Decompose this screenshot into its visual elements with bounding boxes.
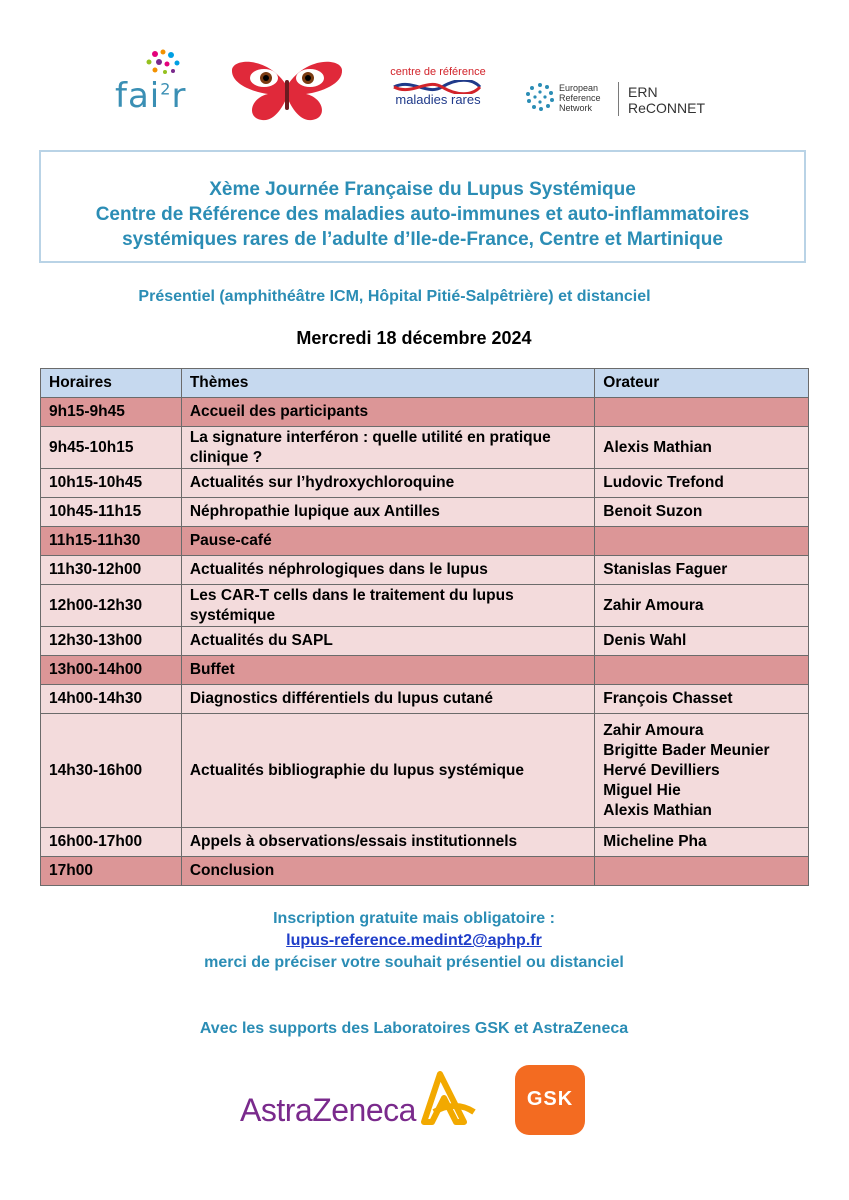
- cell-time: 14h30-16h00: [41, 714, 182, 828]
- cell-speaker: [595, 857, 809, 886]
- event-date: Mercredi 18 décembre 2024: [296, 328, 532, 348]
- table-row: [41, 714, 809, 828]
- col-header-orateur: Orateur: [595, 369, 809, 398]
- program-table: [40, 368, 809, 886]
- cell-theme: Conclusion: [181, 857, 594, 886]
- cell-speaker: Alexis Mathian: [595, 427, 809, 469]
- table-header-row: [41, 369, 809, 398]
- cell-speaker: Ludovic Trefond: [595, 469, 809, 498]
- fai2r-dots-icon: [137, 48, 207, 78]
- ern-small-1: European: [559, 83, 599, 93]
- gsk-logo: [515, 1065, 585, 1135]
- crmr-line2: maladies rares: [395, 92, 481, 107]
- table-row: [41, 469, 809, 498]
- cell-speaker: Benoit Suzon: [595, 498, 809, 527]
- cell-theme: Diagnostics différentiels du lupus cutané: [181, 685, 594, 714]
- cell-time: 17h00: [41, 857, 182, 886]
- cell-speaker: Zahir Amoura: [595, 585, 809, 627]
- cell-theme: Appels à observations/essais institutionnels: [181, 828, 594, 857]
- title-box: [39, 150, 806, 263]
- registration-email-link[interactable]: lupus-reference.medint2@aphp.fr: [286, 932, 542, 949]
- speaker-name: Zahir Amoura: [603, 721, 704, 739]
- ern-big-1: ERN: [628, 84, 658, 100]
- table-row: [41, 398, 809, 427]
- title-line3: systémiques rares de l’adulte d’Ile-de-France, Centre et Martinique: [122, 229, 723, 250]
- table-row: [41, 828, 809, 857]
- registration-block: [0, 908, 828, 974]
- ern-circle-icon: [525, 82, 555, 112]
- cell-time: 10h45-11h15: [41, 498, 182, 527]
- speaker-name: Alexis Mathian: [603, 801, 712, 819]
- ern-reconnet-logo: [525, 82, 725, 122]
- cell-time: 10h15-10h45: [41, 469, 182, 498]
- cell-theme: Actualités néphrologiques dans le lupus: [181, 556, 594, 585]
- cell-theme: Néphropathie lupique aux Antilles: [181, 498, 594, 527]
- cell-time: 12h00-12h30: [41, 585, 182, 627]
- cell-time: 11h30-12h00: [41, 556, 182, 585]
- cell-time: 13h00-14h00: [41, 656, 182, 685]
- table-row: [41, 685, 809, 714]
- ern-divider: [618, 82, 619, 116]
- table-row: [41, 527, 809, 556]
- col-header-themes: Thèmes: [181, 369, 594, 398]
- crmr-ribbon-icon: [392, 80, 482, 94]
- cell-speaker: François Chasset: [595, 685, 809, 714]
- cell-time: 11h15-11h30: [41, 527, 182, 556]
- crmr-line1: centre de référence: [390, 66, 486, 78]
- crmr-logo: [388, 66, 488, 116]
- fai2r-tail: r: [171, 76, 187, 116]
- cell-time: 12h30-13h00: [41, 627, 182, 656]
- cell-speaker: Stanislas Faguer: [595, 556, 809, 585]
- speaker-name: Hervé Devilliers: [603, 761, 720, 779]
- ern-big-2: ReCONNET: [628, 100, 706, 116]
- table-row: [41, 656, 809, 685]
- table-row: [41, 585, 809, 627]
- sponsors-text: Avec les supports des Laboratoires GSK et AstraZeneca: [199, 1020, 629, 1037]
- table-row: [41, 556, 809, 585]
- col-header-horaires: Horaires: [41, 369, 182, 398]
- cell-speaker: Denis Wahl: [595, 627, 809, 656]
- butterfly-icon: [228, 56, 346, 124]
- table-row: [41, 627, 809, 656]
- astrazeneca-logo: [240, 1068, 480, 1138]
- cell-theme: Actualités du SAPL: [181, 627, 594, 656]
- registration-text: Inscription gratuite mais obligatoire :: [273, 910, 555, 927]
- cell-theme: Actualités bibliographie du lupus systémique: [181, 714, 594, 828]
- cell-speaker: Micheline Pha: [595, 828, 809, 857]
- cell-theme: Buffet: [181, 656, 594, 685]
- table-row: [41, 857, 809, 886]
- cell-speaker-list: [595, 714, 809, 828]
- butterfly-logo: [228, 56, 346, 124]
- cell-speaker: [595, 527, 809, 556]
- cell-time: 16h00-17h00: [41, 828, 182, 857]
- cell-theme: La signature interféron : quelle utilité en pratique clinique ?: [181, 427, 594, 469]
- fai2r-logo: [115, 48, 215, 118]
- title-line2: Centre de Référence des maladies auto-immunes et auto-inflammatoires: [95, 204, 750, 225]
- ern-small-2: Reference: [559, 93, 601, 103]
- cell-theme: Actualités sur l’hydroxychloroquine: [181, 469, 594, 498]
- table-row: [41, 427, 809, 469]
- cell-time: 14h00-14h30: [41, 685, 182, 714]
- registration-precision: merci de préciser votre souhait présentiel ou distanciel: [204, 954, 624, 971]
- fai2r-text: fai: [115, 76, 161, 116]
- speaker-name: Brigitte Bader Meunier: [603, 741, 770, 759]
- astrazeneca-symbol-icon: [418, 1068, 478, 1132]
- cell-theme: Accueil des participants: [181, 398, 594, 427]
- partner-logos-top: [0, 48, 849, 128]
- table-row: [41, 498, 809, 527]
- cell-time: 9h15-9h45: [41, 398, 182, 427]
- cell-speaker: [595, 398, 809, 427]
- gsk-wordmark: GSK: [526, 1088, 574, 1110]
- speaker-name: Miguel Hie: [603, 781, 681, 799]
- ern-small-3: Network: [559, 103, 593, 113]
- title-line1: Xème Journée Française du Lupus Systémique: [209, 179, 636, 200]
- cell-theme: Les CAR-T cells dans le traitement du lupus systémique: [181, 585, 594, 627]
- cell-theme: Pause-café: [181, 527, 594, 556]
- venue-text: Présentiel (amphithéâtre ICM, Hôpital Pitié-Salpêtrière) et distanciel: [138, 288, 651, 305]
- fai2r-sup: 2: [160, 79, 172, 99]
- cell-speaker: [595, 656, 809, 685]
- cell-time: 9h45-10h15: [41, 427, 182, 469]
- astrazeneca-wordmark: AstraZeneca: [240, 1092, 416, 1128]
